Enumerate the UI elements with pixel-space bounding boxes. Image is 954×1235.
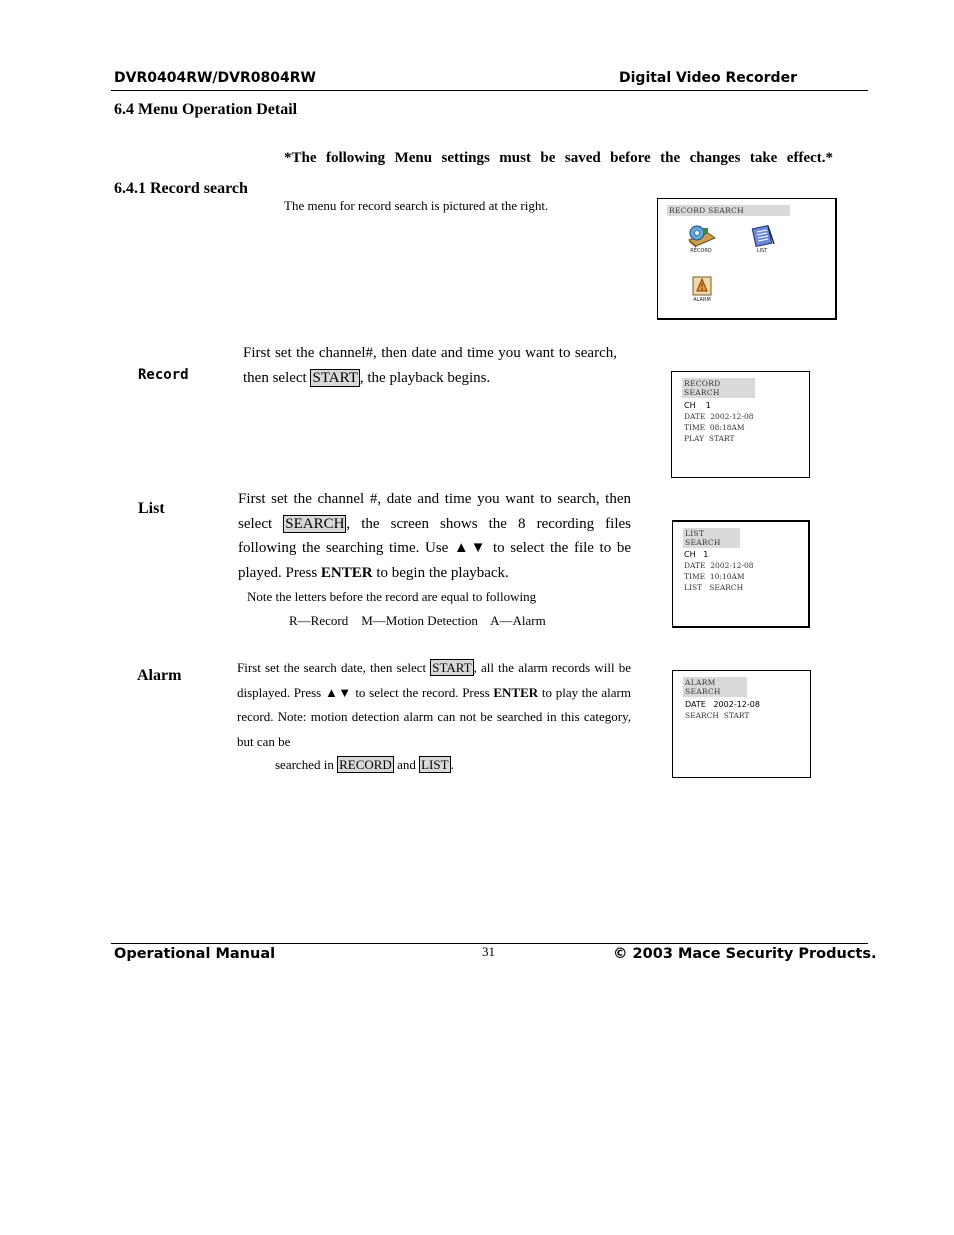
alarm-text-and: and [393, 757, 420, 772]
search-row [685, 710, 749, 721]
save-notice: *The following Menu settings must be saved before the changes take effect.* [284, 150, 833, 166]
alarm-text-2: , all the alarm records will be displayed. Press ▲▼ to select the record. Press [237, 660, 631, 700]
date-value[interactable]: 2002-12-08 [710, 561, 754, 570]
record-icon-label: RECORD [690, 248, 712, 254]
list-search-option[interactable]: SEARCH [709, 583, 744, 592]
search-start-option[interactable]: START [723, 711, 750, 720]
list-description [238, 487, 631, 585]
header-model: DVR0404RW/DVR0804RW [114, 70, 316, 86]
time-value[interactable]: 10:10AM [709, 572, 745, 581]
list-text-1: First set the channel #, date and time you want to search, then select [238, 491, 631, 532]
alarm-text-end: . [450, 757, 454, 772]
date-value[interactable]: 2002-12-08 [710, 412, 754, 421]
date-row [685, 699, 760, 710]
start-button[interactable]: START [312, 369, 358, 386]
time-row [684, 571, 745, 582]
ch-value[interactable]: 1 [705, 401, 711, 410]
subsection-title: 6.4.1 Record search [114, 180, 248, 197]
alarm-text-3: to play the alarm record. Note: motion detection alarm can not be searched in this category, but can be [237, 684, 631, 749]
record-text-1: First set the channel#, then date and time you want to search, then select [243, 345, 617, 386]
ch-value[interactable]: 1 [703, 550, 709, 559]
intro-text: The menu for record search is pictured at the right. [284, 198, 549, 213]
header-rule [111, 90, 868, 91]
play-row [684, 433, 735, 444]
date-row [684, 411, 754, 422]
list-note: Note the letters before the record are equal to following [247, 589, 537, 604]
ch-label: CH [684, 401, 696, 410]
alarm-icon-label: ALARM [693, 297, 711, 303]
play-label: PLAY [684, 434, 705, 443]
ch-row [684, 400, 711, 411]
time-label: TIME [684, 423, 706, 432]
list-button[interactable]: LIST [421, 757, 449, 772]
alarm-text-4: searched in [275, 757, 338, 772]
alarm-text-1: First set the search date, then select [237, 660, 431, 675]
list-row-label: LIST [684, 583, 703, 592]
page-number: 31 [482, 944, 495, 959]
screen-title: RECORD SEARCH [682, 378, 755, 398]
alarm-icon[interactable] [691, 275, 713, 297]
list-text-2: , the screen shows the 8 recording files following the searching time. Use ▲▼ to select the file to be played. Press [238, 515, 631, 581]
list-icon-label: LIST [756, 248, 768, 254]
section-title: 6.4 Menu Operation Detail [114, 101, 298, 118]
record-description [243, 341, 617, 390]
ch-row [684, 549, 708, 560]
list-row [684, 582, 743, 593]
alarm-description [237, 656, 631, 754]
search-label: SEARCH [685, 711, 719, 720]
record-text-2: , the playback begins. [359, 369, 491, 386]
enter-key: ENTER [320, 564, 373, 581]
screen-title: LIST SEARCH [683, 528, 740, 548]
list-text-3: to begin the playback. [372, 564, 509, 581]
date-value[interactable]: 2002-12-08 [713, 700, 760, 709]
date-label: DATE [685, 700, 706, 709]
time-value[interactable]: 08:18AM [709, 423, 745, 432]
record-search-menu-screen [657, 198, 837, 320]
search-button[interactable]: SEARCH [285, 515, 345, 532]
record-search-screen [671, 371, 810, 478]
time-row [684, 422, 745, 433]
date-row [684, 560, 754, 571]
ch-label: CH [684, 550, 696, 559]
date-label: DATE [684, 561, 706, 570]
record-button[interactable]: RECORD [339, 757, 392, 772]
date-label: DATE [684, 412, 706, 421]
record-type-legend: R—Record M—Motion Detection A—Alarm [289, 613, 546, 628]
screen-title: RECORD SEARCH [667, 205, 790, 216]
list-label: List [138, 500, 165, 517]
alarm-label: Alarm [137, 667, 182, 684]
list-search-screen [672, 520, 810, 628]
footer-right: © 2003 Mace Security Products. [613, 946, 877, 962]
footer-left: Operational Manual [114, 946, 276, 962]
alarm-search-screen [672, 670, 811, 778]
record-label: Record [138, 367, 189, 383]
play-start-option[interactable]: START [708, 434, 735, 443]
start-button[interactable]: START [432, 660, 472, 675]
header-product: Digital Video Recorder [619, 70, 797, 86]
alarm-search-hint [275, 757, 454, 773]
list-icon[interactable] [750, 224, 776, 248]
enter-key: ENTER [493, 684, 539, 700]
record-icon[interactable] [686, 224, 716, 248]
screen-title: ALARM SEARCH [683, 677, 747, 697]
time-label: TIME [684, 572, 706, 581]
